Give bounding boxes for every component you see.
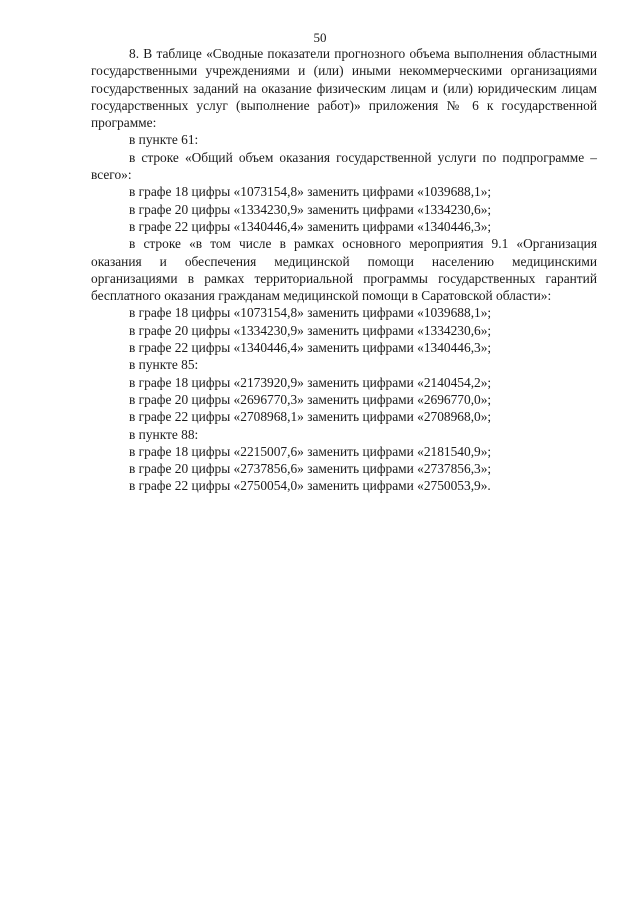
page-number: 50 — [313, 30, 327, 45]
replacement-line: в графе 18 цифры «2173920,9» заменить цифрами «2140454,2»; — [129, 374, 492, 390]
row-total-heading: в строке «Общий объем оказания государственной услуги по подпрограмме – всего»: — [91, 149, 597, 183]
replacement-line: в графе 20 цифры «1334230,9» заменить цифрами «1334230,6»; — [129, 322, 492, 338]
replacement-line: в графе 22 цифры «1340446,4» заменить цифрами «1340446,3»; — [129, 218, 492, 234]
point-61-heading: в пункте 61: — [129, 132, 199, 148]
replacement-line: в графе 22 цифры «2750054,0» заменить цифрами «2750053,9». — [129, 478, 491, 494]
point-88-heading: в пункте 88: — [129, 426, 199, 442]
replacement-line: в графе 18 цифры «1073154,8» заменить цифрами «1039688,1»; — [129, 305, 492, 321]
replacement-line: в графе 20 цифры «2737856,6» заменить цифрами «2737856,3»; — [129, 461, 492, 477]
row-activity-9-1-heading: в строке «в том числе в рамках основного мероприятия 9.1 «Организация оказания и обеспечения медицинской помощи населению медицинскими организациями в рамках территориальной программы государственных гарантий бесплатного оказания гражданам медицинской помощи в Саратовской области»: — [91, 236, 597, 304]
paragraph-item-8-intro: 8. В таблице «Сводные показатели прогнозного объема выполнения областными государственными учреждениями и (или) иными некоммерческими организациями государственных заданий на оказание физическим лицам и (или) юридическим лицам государственных услуг (выполнение работ)» приложения № 6 к государственной программе: — [91, 46, 597, 131]
replacement-line: в графе 18 цифры «1073154,8» заменить цифрами «1039688,1»; — [129, 184, 492, 200]
document-body — [91, 45, 597, 495]
replacement-line: в графе 22 цифры «2708968,1» заменить цифрами «2708968,0»; — [129, 409, 492, 425]
replacement-line: в графе 20 цифры «1334230,9» заменить цифрами «1334230,6»; — [129, 201, 492, 217]
replacement-line: в графе 22 цифры «1340446,4» заменить цифрами «1340446,3»; — [129, 340, 492, 356]
point-85-heading: в пункте 85: — [129, 357, 199, 373]
replacement-line: в графе 18 цифры «2215007,6» заменить цифрами «2181540,9»; — [129, 443, 492, 459]
replacement-line: в графе 20 цифры «2696770,3» заменить цифрами «2696770,0»; — [129, 391, 492, 407]
